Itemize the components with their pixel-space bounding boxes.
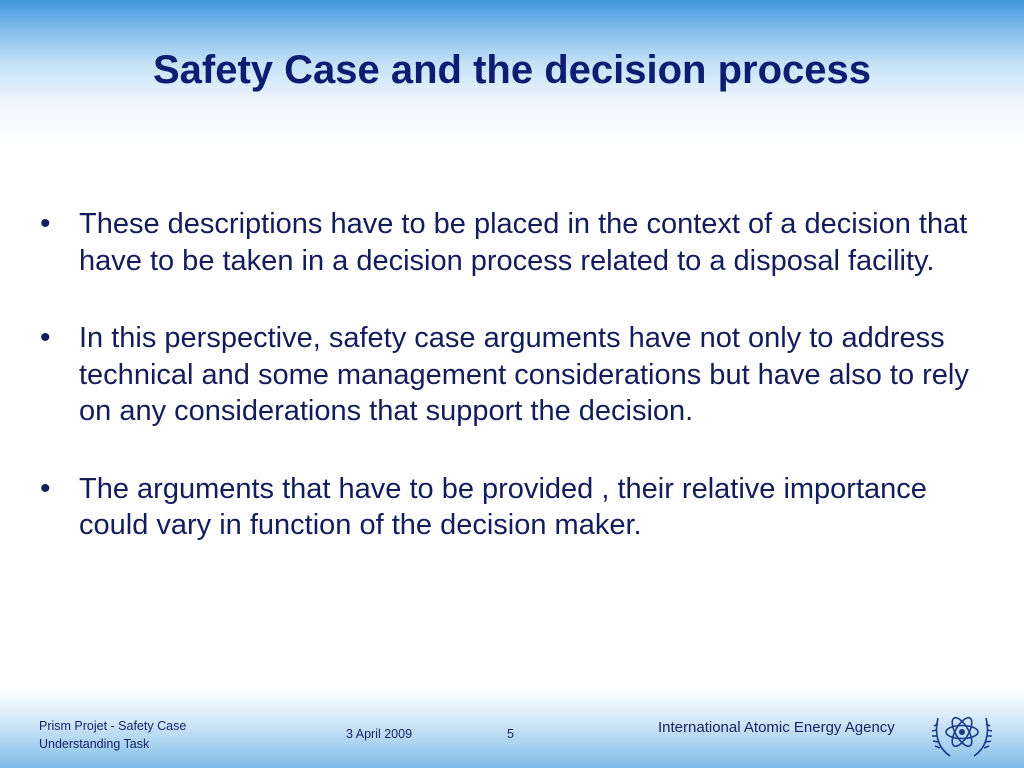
slide-title: Safety Case and the decision process (152, 48, 872, 92)
bullet-icon: • (40, 321, 51, 354)
page-number: 5 (507, 727, 514, 741)
bullet-item-1 (40, 206, 990, 279)
bullet-item-2 (40, 320, 990, 430)
iaea-logo-icon (930, 700, 994, 760)
footer-project-line1: Prism Projet - Safety Case (39, 719, 187, 733)
bullet-text: The arguments that have to be provided , their relative importance could vary in function of the decision maker. (79, 472, 927, 541)
bullet-icon: • (40, 471, 51, 505)
footer-agency-name: International Atomic Energy Agency (658, 719, 895, 736)
bullet-item-3 (40, 471, 990, 544)
bullet-text: These descriptions have to be placed in the context of a decision that have to be taken in a decision process related to a disposal facility. (79, 208, 968, 277)
bullet-list (40, 206, 990, 585)
footer-project (39, 717, 259, 753)
footer-project-line2: Understanding Task (39, 737, 150, 751)
footer-date: 3 April 2009 (346, 727, 413, 741)
bullet-text: In this perspective, safety case arguments have not only to address technical and some management considerations but have also to rely on any considerations that support the decision. (79, 322, 969, 427)
bullet-icon: • (40, 207, 51, 240)
